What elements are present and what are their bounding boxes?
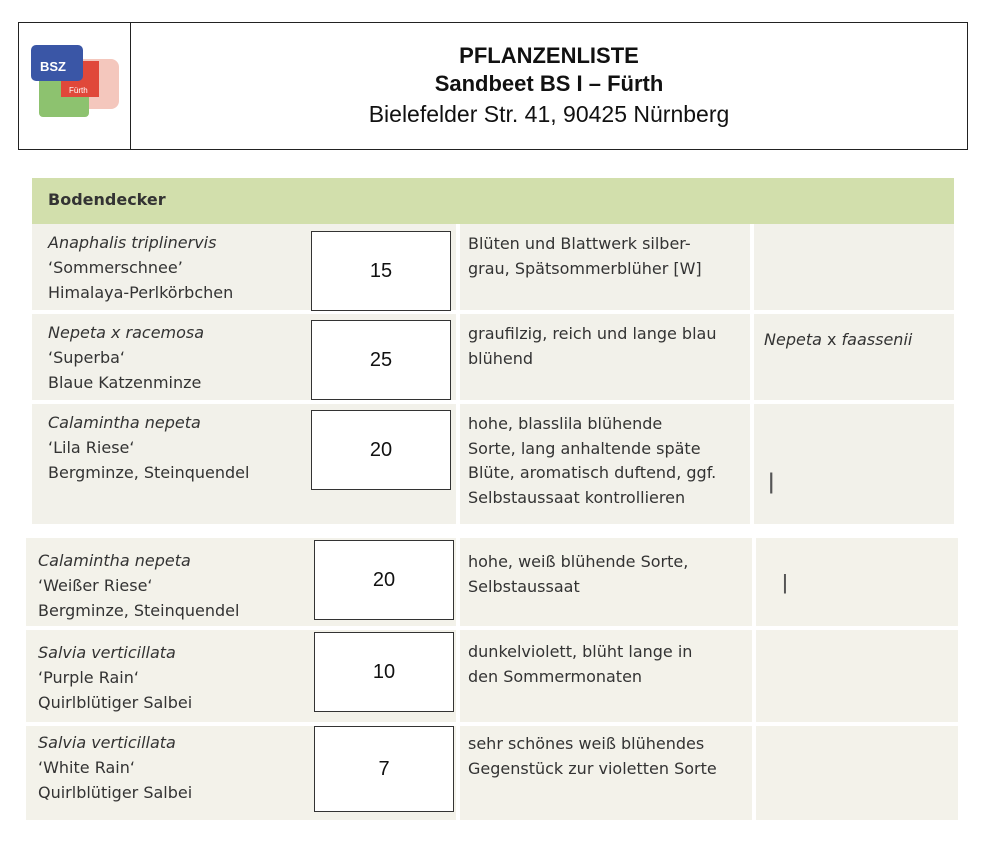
doc-subtitle: Sandbeet BS I – Fürth bbox=[434, 71, 664, 96]
plant-common: Quirlblütiger Salbei bbox=[38, 693, 193, 712]
column-divider bbox=[456, 224, 460, 524]
quantity-field: 20 bbox=[311, 410, 451, 490]
bsz-logo bbox=[27, 41, 123, 121]
table-row bbox=[26, 630, 958, 726]
section-title: Bodendecker bbox=[32, 178, 954, 224]
plant-common: Bergminze, Steinquendel bbox=[38, 601, 240, 620]
plant-cultivar: ‘White Rain‘ bbox=[38, 758, 135, 777]
quantity-field: 10 bbox=[314, 632, 454, 712]
plant-description: dunkelviolett, blüht lange in den Sommermonaten bbox=[468, 642, 693, 686]
logo-text-sub: Fürth bbox=[69, 86, 88, 95]
plant-name bbox=[48, 230, 233, 305]
plant-common: Bergminze, Steinquendel bbox=[48, 463, 250, 482]
plant-common: Quirlblütiger Salbei bbox=[38, 783, 193, 802]
plant-cultivar: ‘Superba‘ bbox=[48, 348, 126, 367]
alternative-plant: Nepeta x faassenii bbox=[764, 330, 913, 349]
plant-description: graufilzig, reich und lange blau blühend bbox=[468, 324, 717, 368]
plant-latin: Anaphalis triplinervis bbox=[48, 233, 217, 252]
column-divider bbox=[752, 538, 756, 820]
quantity-field: 25 bbox=[311, 320, 451, 400]
quantity-field: 20 bbox=[314, 540, 454, 620]
plant-description: Blüten und Blattwerk silber- grau, Spätsommerblüher [W] bbox=[468, 234, 702, 278]
plant-table-part-2 bbox=[26, 538, 958, 820]
plant-name bbox=[48, 320, 204, 395]
quantity-field: 7 bbox=[314, 726, 454, 812]
plant-cultivar: ‘Sommerschnee’ bbox=[48, 258, 183, 277]
doc-address: Bielefelder Str. 41, 90425 Nürnberg bbox=[368, 101, 730, 127]
table-row bbox=[32, 314, 954, 404]
plant-latin: Nepeta x racemosa bbox=[48, 323, 205, 342]
plant-name bbox=[38, 730, 192, 805]
plant-latin: Calamintha nepeta bbox=[48, 413, 201, 432]
title-cell bbox=[131, 23, 967, 149]
column-divider bbox=[750, 224, 754, 524]
doc-title: PFLANZENLISTE bbox=[459, 43, 639, 68]
plant-cultivar: ‘Lila Riese‘ bbox=[48, 438, 135, 457]
pen-mark: ǀ bbox=[768, 470, 775, 495]
logo-cell bbox=[19, 23, 131, 149]
column-divider bbox=[456, 538, 460, 820]
document-header bbox=[18, 22, 968, 150]
table-row bbox=[32, 224, 954, 314]
pen-mark: ǀ bbox=[782, 570, 788, 594]
plant-table-part-1 bbox=[32, 178, 954, 524]
plant-cultivar: ‘Weißer Riese‘ bbox=[38, 576, 153, 595]
plant-latin: Salvia verticillata bbox=[38, 643, 176, 662]
table-row bbox=[26, 538, 958, 630]
table-row bbox=[26, 726, 958, 820]
logo-text-main: BSZ bbox=[40, 59, 66, 74]
table-row bbox=[32, 404, 954, 524]
plant-common: Himalaya-Perlkörbchen bbox=[48, 283, 234, 302]
plant-description: sehr schönes weiß blühendes Gegenstück zur violetten Sorte bbox=[468, 734, 717, 778]
plant-name bbox=[38, 640, 192, 715]
plant-latin: Salvia verticillata bbox=[38, 733, 176, 752]
plant-common: Blaue Katzenminze bbox=[48, 373, 202, 392]
plant-description: hohe, blasslila blühende Sorte, lang anhaltende späte Blüte, aromatisch duftend, ggf. Selbstaussaat kontrollieren bbox=[468, 414, 717, 507]
plant-description: hohe, weiß blühende Sorte, Selbstaussaat bbox=[468, 552, 689, 596]
quantity-field: 15 bbox=[311, 231, 451, 311]
plant-latin: Calamintha nepeta bbox=[38, 551, 191, 570]
plant-name bbox=[48, 410, 249, 485]
plant-name bbox=[38, 548, 239, 623]
plant-cultivar: ‘Purple Rain‘ bbox=[38, 668, 139, 687]
